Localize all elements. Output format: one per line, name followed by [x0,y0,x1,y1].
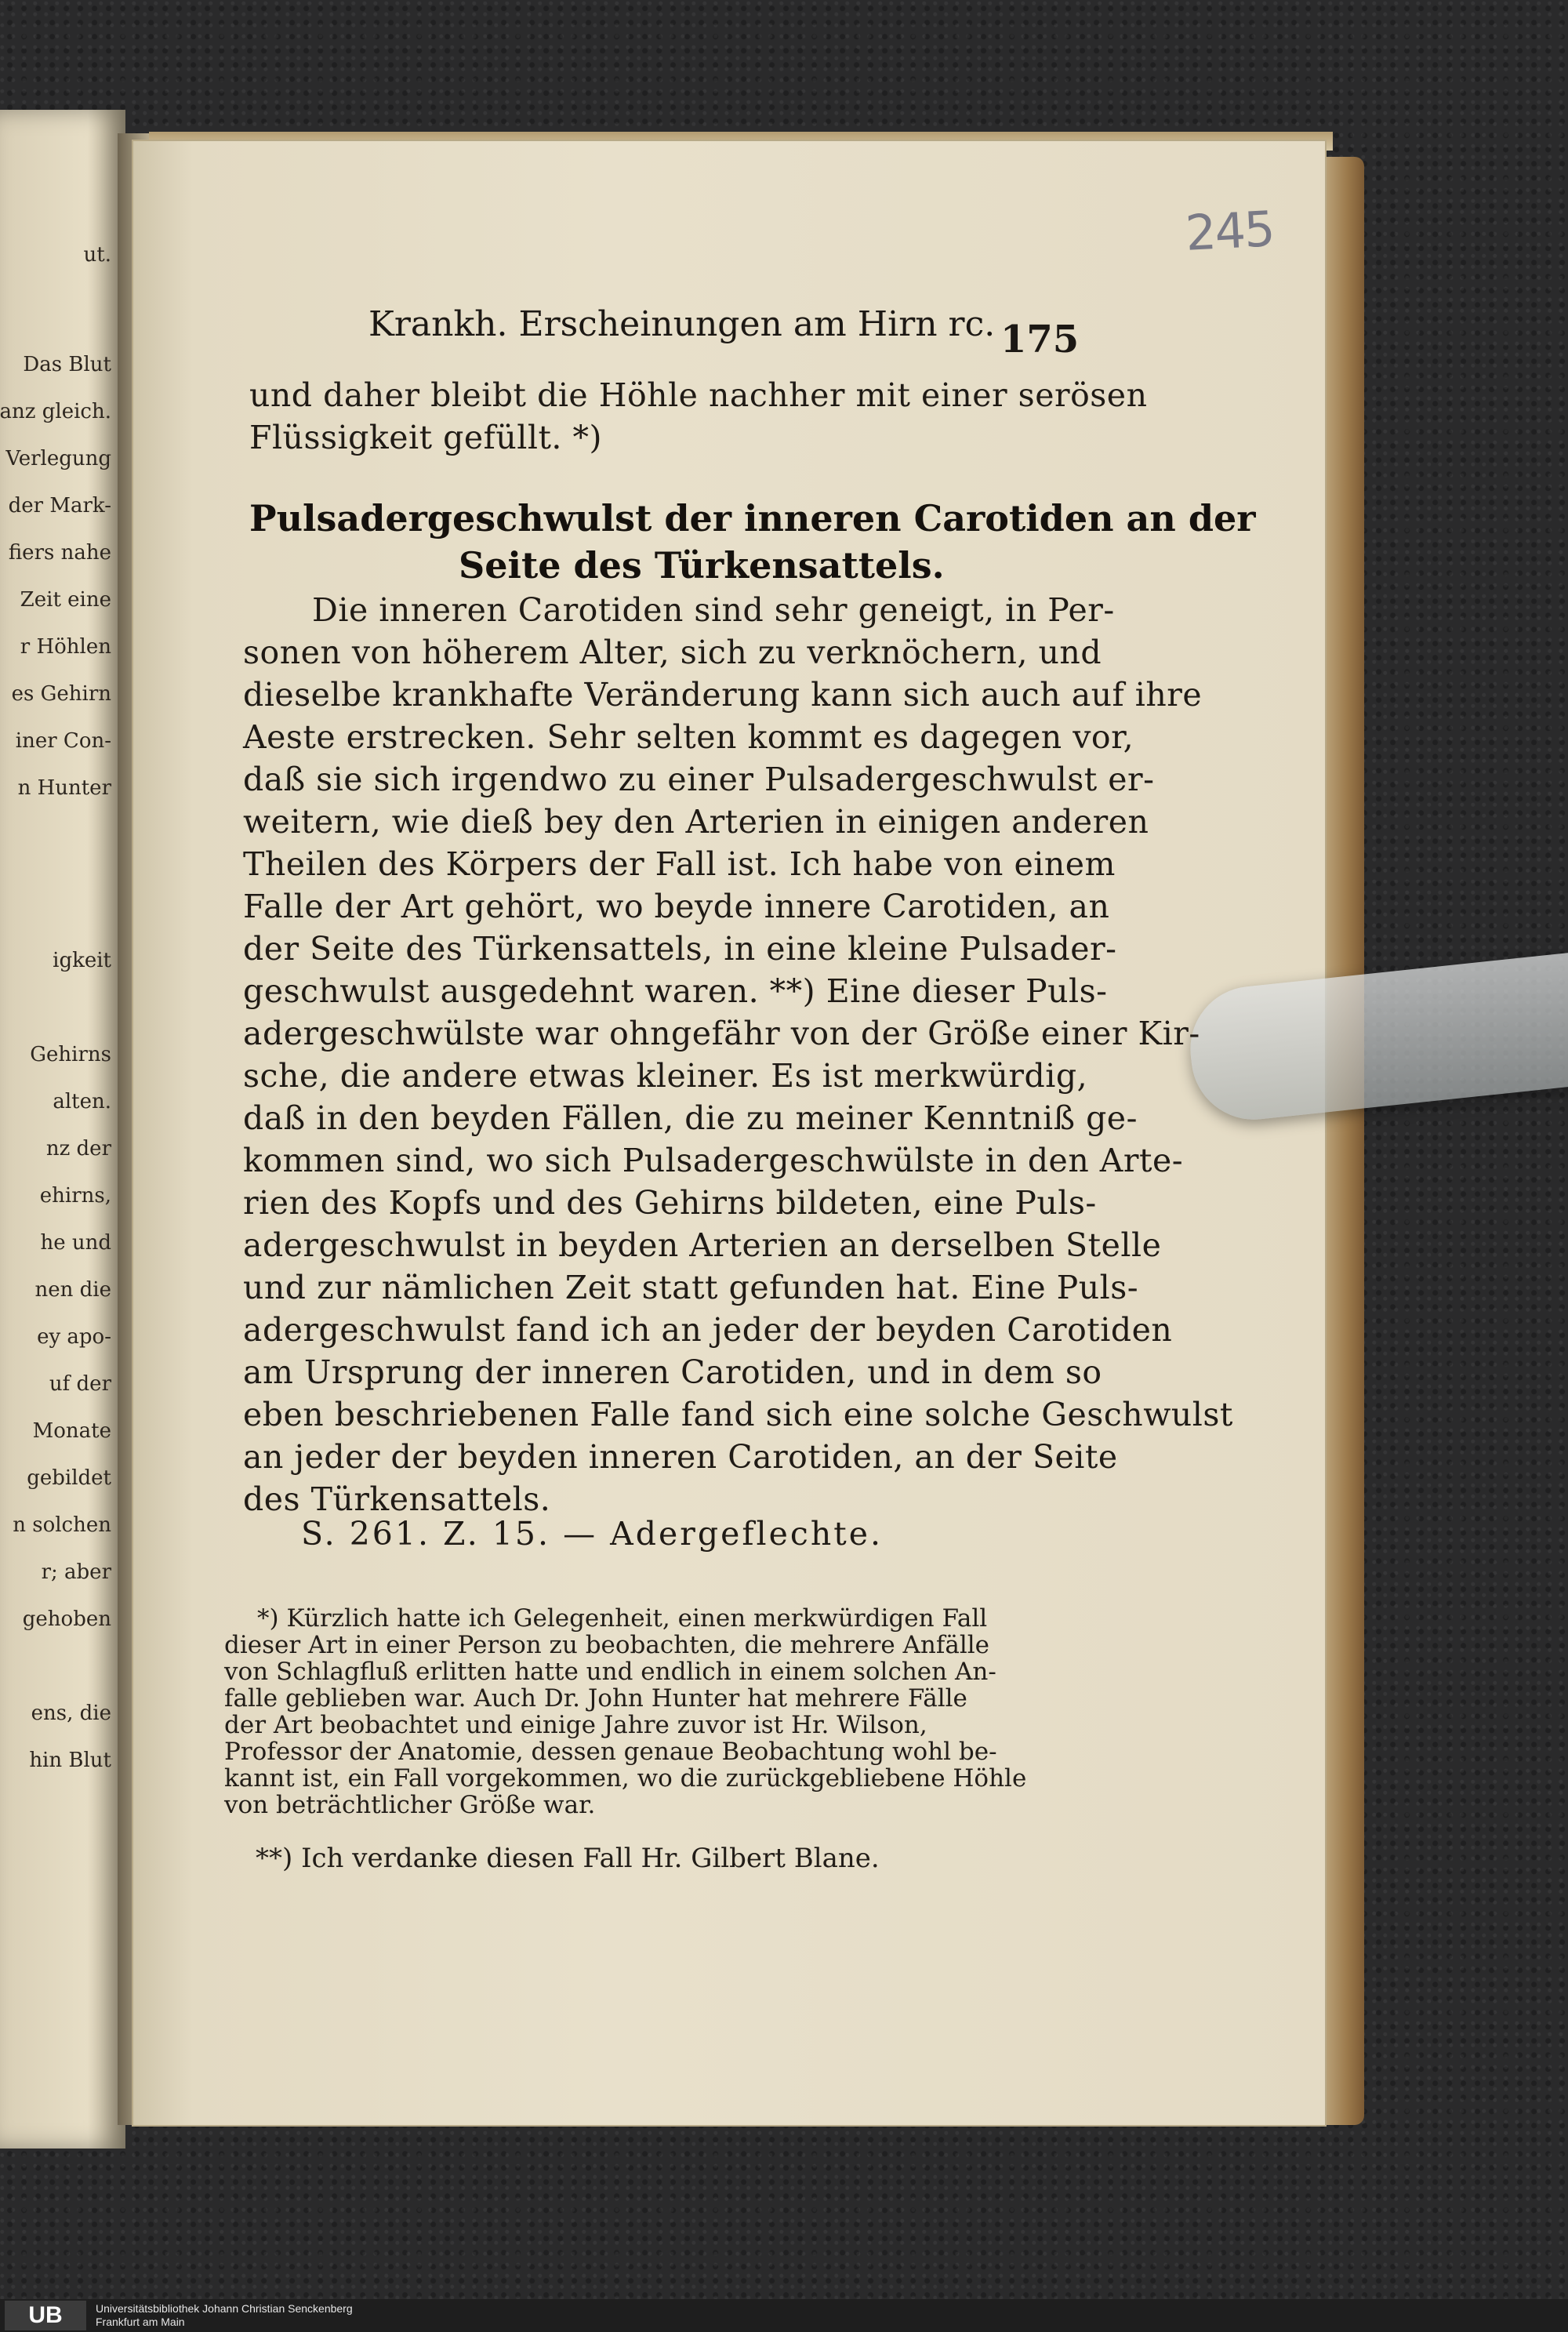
left-page-fragment: anz gleich. [0,400,111,423]
left-page-fragment: he und [40,1231,111,1255]
body-line: an jeder der beyden inneren Carotiden, an der Seite [243,1438,1118,1476]
body-line: geschwulst ausgedehnt waren. **) Eine dieser Puls- [243,972,1108,1010]
left-page-fragment: ens, die [31,1702,111,1725]
body-line: kommen sind, wo sich Pulsadergeschwülste in den Arte- [243,1142,1184,1179]
reference-line: S. 261. Z. 15. — Adergeflechte. [301,1515,884,1553]
left-page-fragment: iner Con- [15,729,111,753]
body-line: des Türkensattels. [243,1480,551,1518]
body-line: sonen von höherem Alter, sich zu verknöchern, und [243,634,1102,671]
left-page-fragment: nz der [45,1137,111,1161]
body-line: daß sie sich irgendwo zu einer Pulsadergeschwulst er- [243,761,1155,798]
left-page-fragment: es Gehirn [11,682,111,706]
left-page-fragment: ey apo- [37,1325,111,1349]
section-heading: Seite des Türkensattels. [459,544,945,587]
footer-city: Frankfurt am Main [96,2316,185,2328]
left-page [0,110,125,2149]
left-page-fragment: nen die [34,1278,111,1302]
intro-line: und daher bleibt die Höhle nachher mit einer serösen [249,376,1148,414]
left-page-fragment: Gehirns [30,1043,111,1066]
footnote-line: **) Ich verdanke diesen Fall Hr. Gilbert Blane. [256,1843,880,1874]
footnote-line: der Art beobachtet und einige Jahre zuvor ist Hr. Wilson, [224,1711,927,1739]
footnote-line: von Schlagfluß erlitten hatte und endlich in einem solchen An- [224,1658,996,1686]
footnote-line: *) Kürzlich hatte ich Gelegenheit, einen merkwürdigen Fall [257,1604,988,1633]
left-page-fragment: der Mark- [8,494,111,518]
body-line: sche, die andere etwas kleiner. Es ist merkwürdig, [243,1057,1088,1095]
left-page-fragment: uf der [49,1372,111,1396]
body-line: eben beschriebenen Falle fand sich eine solche Geschwulst [243,1396,1233,1433]
page-number: 175 [1000,318,1080,361]
body-line: am Ursprung der inneren Carotiden, und in dem so [243,1353,1102,1391]
intro-line: Flüssigkeit gefüllt. *) [249,419,602,456]
left-page-fragment: ehirns, [39,1184,111,1208]
section-heading: Pulsadergeschwulst der inneren Carotiden an der [249,497,1256,539]
body-line: Aeste erstrecken. Sehr selten kommt es dagegen vor, [243,718,1134,756]
body-line: rien des Kopfs und des Gehirns bildeten, eine Puls- [243,1184,1097,1222]
footnote-line: dieser Art in einer Person zu beobachten, die mehrere Anfälle [224,1631,990,1659]
body-line: adergeschwulst in beyden Arterien an derselben Stelle [243,1226,1162,1264]
left-page-fragment: n solchen [13,1513,111,1537]
body-line: weitern, wie dieß bey den Arterien in einigen anderen [243,803,1149,841]
left-page-fragment: n Hunter [17,776,111,800]
body-line: adergeschwülste war ohngefähr von der Größe einer Kir- [243,1015,1200,1052]
body-line: der Seite des Türkensattels, in eine kleine Pulsader- [243,930,1117,968]
footnote-line: von beträchtlicher Größe war. [224,1791,596,1819]
left-page-fragment: fiers nahe [8,541,111,565]
body-line: daß in den beyden Fällen, die zu meiner Kenntniß ge- [243,1099,1138,1137]
left-page-fragment: gehoben [22,1607,111,1631]
left-page-fragment: Verlegung [5,447,111,470]
body-line: Die inneren Carotiden sind sehr geneigt, in Per- [312,591,1115,629]
footer-institution: Universitätsbibliothek Johann Christian Senckenberg [96,2302,353,2315]
left-page-fragment: igkeit [53,949,111,972]
body-line: adergeschwulst fand ich an jeder der beyden Carotiden [243,1311,1173,1349]
body-line: Falle der Art gehört, wo beyde innere Carotiden, an [243,888,1110,925]
footnote-line: kannt ist, ein Fall vorgekommen, wo die zurückgebliebene Höhle [224,1764,1027,1793]
body-line: Theilen des Körpers der Fall ist. Ich habe von einem [243,845,1116,883]
left-page-fragment: Das Blut [23,353,111,376]
footnote-line: Professor der Anatomie, dessen genaue Beobachtung wohl be- [224,1738,997,1766]
left-page-fragment: r Höhlen [20,635,111,659]
left-page-fragment: hin Blut [29,1749,111,1772]
running-head: Krankh. Erscheinungen am Hirn rc. [368,304,996,344]
left-page-fragment: Zeit eine [20,588,111,612]
ub-logo: UB [5,2301,86,2330]
footnote-line: falle geblieben war. Auch Dr. John Hunter hat mehrere Fälle [224,1684,967,1713]
left-page-fragment: ut. [83,243,111,267]
left-page-fragment: gebildet [27,1466,111,1490]
left-page-fragment: alten. [53,1090,111,1113]
left-page-fragment: r; aber [41,1560,111,1584]
body-line: und zur nämlichen Zeit statt gefunden hat. Eine Puls- [243,1269,1139,1306]
pencil-page-number: 245 [1184,200,1276,262]
body-line: dieselbe krankhafte Veränderung kann sich auch auf ihre [243,676,1203,714]
left-page-fragment: Monate [32,1419,111,1443]
